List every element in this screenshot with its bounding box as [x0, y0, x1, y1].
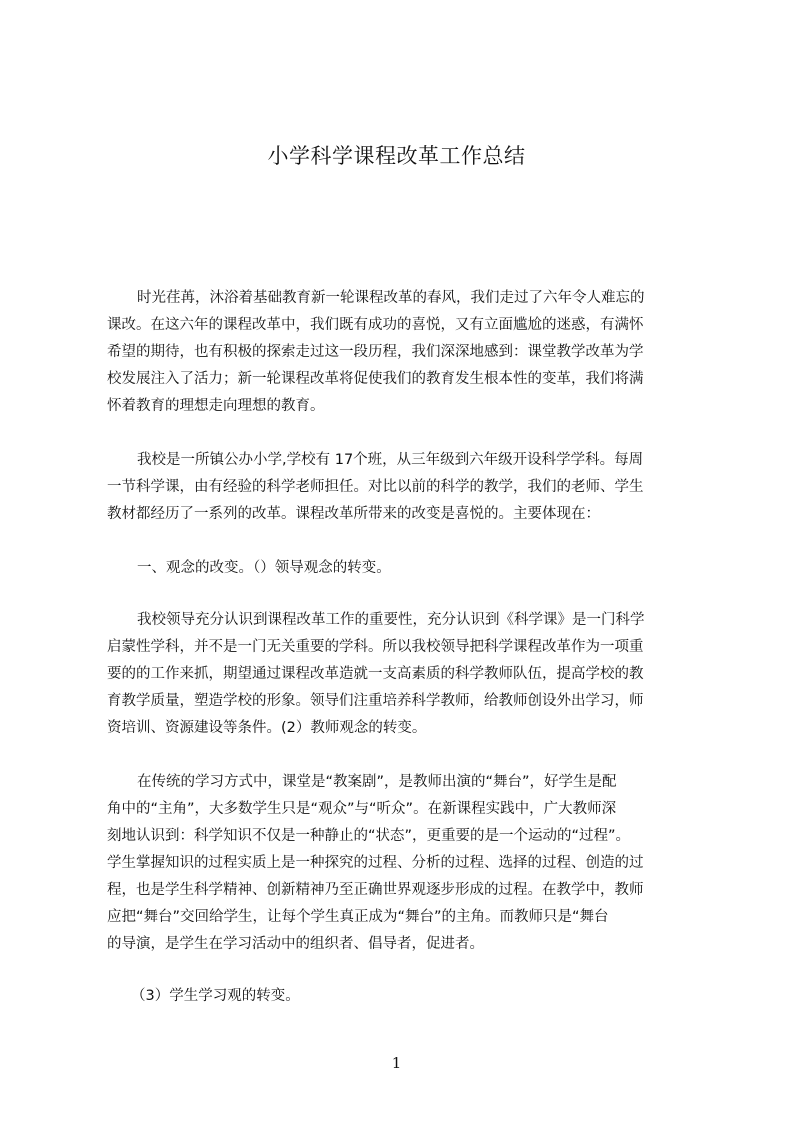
- paragraph-leadership: [107, 607, 703, 742]
- text-line: 校发展注入了活力；新一轮课程改革将促使我们的教育发生根本性的变革，我们将满: [107, 371, 644, 387]
- text-line: 教材都经历了一系列的改革。课程改革所带来的改变是喜悦的。主要体现在：: [107, 506, 600, 522]
- text-line: 课改。在这六年的课程改革中，我们既有成功的喜悦，又有立面尴尬的迷惑，有满怀: [107, 317, 644, 333]
- text-line: 要的的工作来抓，期望通过课程改革造就一支高素质的科学教师队伍，提高学校的教: [107, 666, 644, 682]
- section-heading-student: [107, 983, 703, 1010]
- text-line: 一、观念的改变。（）领导观念的转变。: [137, 560, 391, 576]
- text-line: 时光荏苒，沐浴着基础教育新一轮课程改革的春风，我们走过了六年令人难忘的: [137, 290, 645, 306]
- document-title: 小学科学课程改革工作总结: [267, 144, 526, 168]
- section-heading-concept: [107, 555, 703, 582]
- text-line: 应把“舞台”交回给学生，让每个学生真正成为“舞台”的主角。而教师只是“舞台: [107, 909, 609, 925]
- paragraph-intro: [107, 285, 703, 420]
- text-line: 育教学质量，塑造学校的形象。领导们注重培养科学教师，给教师创设外出学习，师: [107, 693, 644, 709]
- text-line: 程，也是学生科学精神、创新精神乃至正确世界观逐步形成的过程。在教学中，教师: [107, 882, 644, 898]
- paragraph-school: [107, 447, 703, 528]
- text-line: 希望的期待，也有积极的探索走过这一段历程，我们深深地感到：课堂教学改革为学: [107, 344, 644, 360]
- text-line: 刻地认识到：科学知识不仅是一种静止的“状态”，更重要的是一个运动的“过程”。: [107, 828, 631, 844]
- page-number: 1: [391, 1054, 402, 1072]
- text-line: 我校领导充分认识到课程改革工作的重要性，充分认识到《科学课》是一门科学: [137, 612, 645, 628]
- text-line: 怀着教育的理想走向理想的教育。: [107, 398, 325, 414]
- text-line: 的导演，是学生在学习活动中的组织者、倡导者，促进者。: [107, 936, 484, 952]
- paragraph-teacher: [107, 769, 703, 958]
- text-line: （3）学生学习观的转变。: [131, 988, 300, 1004]
- text-line: 在传统的学习方式中，课堂是“教案剧”，是教师出演的“舞台”，好学生是配: [137, 774, 617, 790]
- text-line: 启蒙性学科，并不是一门无关重要的学科。所以我校领导把科学课程改革作为一项重: [107, 639, 644, 655]
- text-line: 一节科学课，由有经验的科学老师担任。对比以前的科学的教学，我们的老师、学生: [107, 479, 644, 495]
- text-line: 我校是一所镇公办小学,学校有 17个班，从三年级到六年级开设科学学科。每周: [137, 452, 644, 468]
- text-line: 资培训、资源建设等条件。(2）教师观念的转变。: [107, 720, 427, 736]
- text-line: 学生掌握知识的过程实质上是一种探究的过程、分析的过程、选择的过程、创造的过: [107, 855, 644, 871]
- text-line: 角中的“主角”，大多数学生只是“观众”与“听众”。在新课程实践中，广大教师深: [107, 801, 617, 817]
